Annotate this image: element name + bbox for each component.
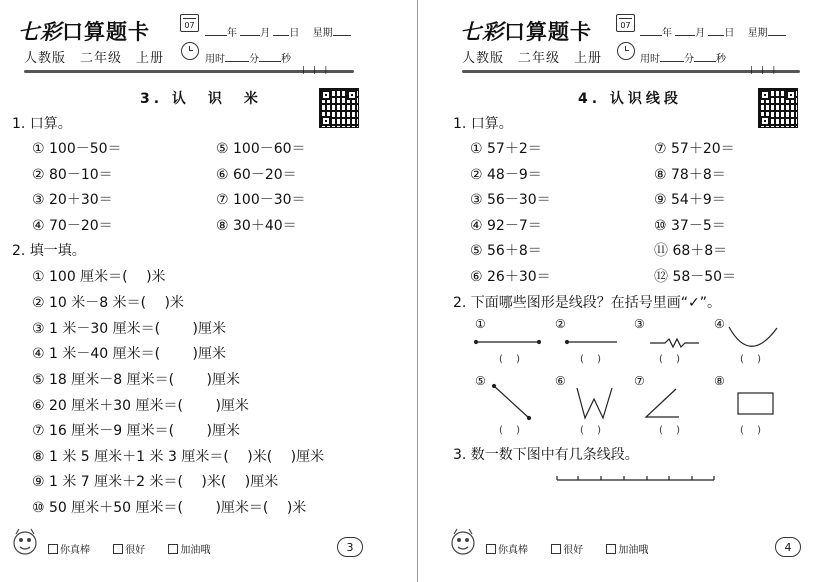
figure-5-segment bbox=[493, 385, 531, 420]
question-2: 2. 下面哪些图形是线段？在括号里画“✓”。 bbox=[453, 295, 722, 311]
calc-item[interactable]: ② 80－10＝ bbox=[32, 167, 113, 183]
section-title: 3. 认 识 米 bbox=[140, 91, 262, 107]
edition-label: 人教版 二年级 上册 bbox=[24, 51, 165, 66]
fill-item[interactable]: ⑦ 16 厘米－9 厘米＝( )厘米 bbox=[32, 423, 240, 439]
date-line: 年 月 日 星期 bbox=[205, 24, 351, 39]
calc-item[interactable]: ⑥ 60－20＝ bbox=[216, 167, 297, 183]
calc-item[interactable]: ② 48－9＝ bbox=[470, 167, 542, 183]
fill-item[interactable]: ① 100 厘米＝( )米 bbox=[32, 269, 166, 285]
rating-option[interactable]: 加油哦 bbox=[606, 545, 658, 556]
calendar-icon: 07 bbox=[180, 14, 199, 32]
answer-paren[interactable]: ( ) bbox=[580, 425, 601, 436]
figure-3-wavy bbox=[650, 339, 699, 347]
calc-item[interactable]: ⑧ 30＋40＝ bbox=[216, 218, 297, 234]
figure-label: ⑥ bbox=[555, 374, 566, 388]
answer-paren[interactable]: ( ) bbox=[499, 425, 520, 436]
question-3: 3. 数一数下图中有几条线段。 bbox=[453, 447, 639, 463]
header-ticks: | | | bbox=[750, 65, 779, 74]
figure-2-ray bbox=[566, 341, 618, 344]
figure-label: ⑦ bbox=[634, 374, 645, 388]
figure-6-polyline bbox=[577, 388, 612, 418]
calc-item[interactable]: ⑥ 26＋30＝ bbox=[470, 269, 551, 285]
calc-item[interactable]: ⑨ 54＋9＝ bbox=[654, 192, 726, 208]
answer-paren[interactable]: ( ) bbox=[659, 425, 680, 436]
right-page bbox=[418, 0, 836, 582]
mascot-icon bbox=[448, 526, 478, 560]
rating-option[interactable]: 你真棒 bbox=[486, 545, 538, 556]
answer-paren[interactable]: ( ) bbox=[659, 354, 680, 365]
q3-segment-line bbox=[557, 476, 714, 480]
question-1: 1. 口算。 bbox=[453, 116, 513, 132]
calc-item[interactable]: ⑪ 68＋8＝ bbox=[654, 243, 728, 259]
fill-item[interactable]: ⑩ 50 厘米＋50 厘米＝( )厘米＝( )米 bbox=[32, 500, 307, 516]
rating-option[interactable]: 加油哦 bbox=[168, 545, 220, 556]
rating-options bbox=[48, 541, 230, 556]
time-line: 用时 分 秒 bbox=[640, 54, 726, 65]
question-1: 1. 口算。 bbox=[12, 116, 72, 132]
calc-item[interactable]: ⑩ 37－5＝ bbox=[654, 218, 726, 234]
calc-item[interactable]: ⑦ 57＋20＝ bbox=[654, 141, 735, 157]
rating-option[interactable]: 你真棒 bbox=[48, 545, 100, 556]
calc-item[interactable]: ⑫ 58－50＝ bbox=[654, 269, 737, 285]
fill-item[interactable]: ④ 1 米－40 厘米＝( )厘米 bbox=[32, 346, 226, 362]
question-2: 2. 填一填。 bbox=[12, 243, 86, 259]
page-number: 4 bbox=[775, 537, 801, 557]
rating-option[interactable]: 很好 bbox=[551, 545, 593, 556]
answer-paren[interactable]: ( ) bbox=[740, 425, 761, 436]
calc-item[interactable]: ④ 70－20＝ bbox=[32, 218, 113, 234]
time-line: 用时 分 秒 bbox=[205, 54, 291, 65]
mascot-icon bbox=[10, 526, 40, 560]
clock-icon bbox=[181, 42, 199, 60]
brand-title: 七彩口算题卡 bbox=[18, 20, 150, 44]
figure-7-angle bbox=[646, 389, 679, 417]
fill-item[interactable]: ② 10 米－8 米＝( )米 bbox=[32, 295, 184, 311]
figure-label: ② bbox=[555, 317, 566, 331]
fill-item[interactable]: ③ 1 米－30 厘米＝( )厘米 bbox=[32, 321, 226, 337]
calc-item[interactable]: ⑧ 78＋8＝ bbox=[654, 167, 726, 183]
page-number: 3 bbox=[337, 537, 363, 557]
fill-item[interactable]: ⑧ 1 米 5 厘米＋1 米 3 厘米＝( )米( )厘米 bbox=[32, 449, 325, 465]
answer-paren[interactable]: ( ) bbox=[580, 354, 601, 365]
brand-title: 七彩口算题卡 bbox=[460, 20, 592, 44]
fill-item[interactable]: ⑨ 1 米 7 厘米＋2 米＝( )米( )厘米 bbox=[32, 474, 279, 490]
calc-item[interactable]: ④ 92－7＝ bbox=[470, 218, 542, 234]
date-line: 年 月 日 星期 bbox=[640, 24, 786, 39]
figure-label: ③ bbox=[634, 317, 645, 331]
calc-item[interactable]: ① 57＋2＝ bbox=[470, 141, 542, 157]
qr-code[interactable] bbox=[319, 88, 359, 128]
calc-item[interactable]: ① 100－50＝ bbox=[32, 141, 122, 157]
fill-item[interactable]: ⑤ 18 厘米－8 厘米＝( )厘米 bbox=[32, 372, 240, 388]
calc-item[interactable]: ③ 56－30＝ bbox=[470, 192, 551, 208]
calc-item[interactable]: ⑦ 100－30＝ bbox=[216, 192, 306, 208]
section-title: 4. 认识线段 bbox=[578, 91, 682, 107]
answer-paren[interactable]: ( ) bbox=[499, 354, 520, 365]
edition-label: 人教版 二年级 上册 bbox=[462, 51, 603, 66]
rating-options bbox=[486, 541, 668, 556]
figures-svg bbox=[418, 0, 836, 582]
calc-item[interactable]: ⑤ 56＋8＝ bbox=[470, 243, 542, 259]
figure-label: ① bbox=[475, 317, 486, 331]
header-ticks: | | | bbox=[302, 65, 331, 74]
answer-paren[interactable]: ( ) bbox=[740, 354, 761, 365]
figure-label: ⑤ bbox=[475, 374, 486, 388]
figure-label: ④ bbox=[714, 317, 725, 331]
figure-label: ⑧ bbox=[714, 374, 725, 388]
fill-item[interactable]: ⑥ 20 厘米＋30 厘米＝( )厘米 bbox=[32, 398, 249, 414]
figure-4-curve bbox=[729, 327, 777, 346]
calendar-icon: 07 bbox=[616, 14, 635, 32]
rating-option[interactable]: 很好 bbox=[113, 545, 155, 556]
figure-1-segment bbox=[475, 341, 541, 344]
calc-item[interactable]: ③ 20＋30＝ bbox=[32, 192, 113, 208]
calc-item[interactable]: ⑤ 100－60＝ bbox=[216, 141, 306, 157]
figure-8-rectangle bbox=[738, 393, 773, 414]
